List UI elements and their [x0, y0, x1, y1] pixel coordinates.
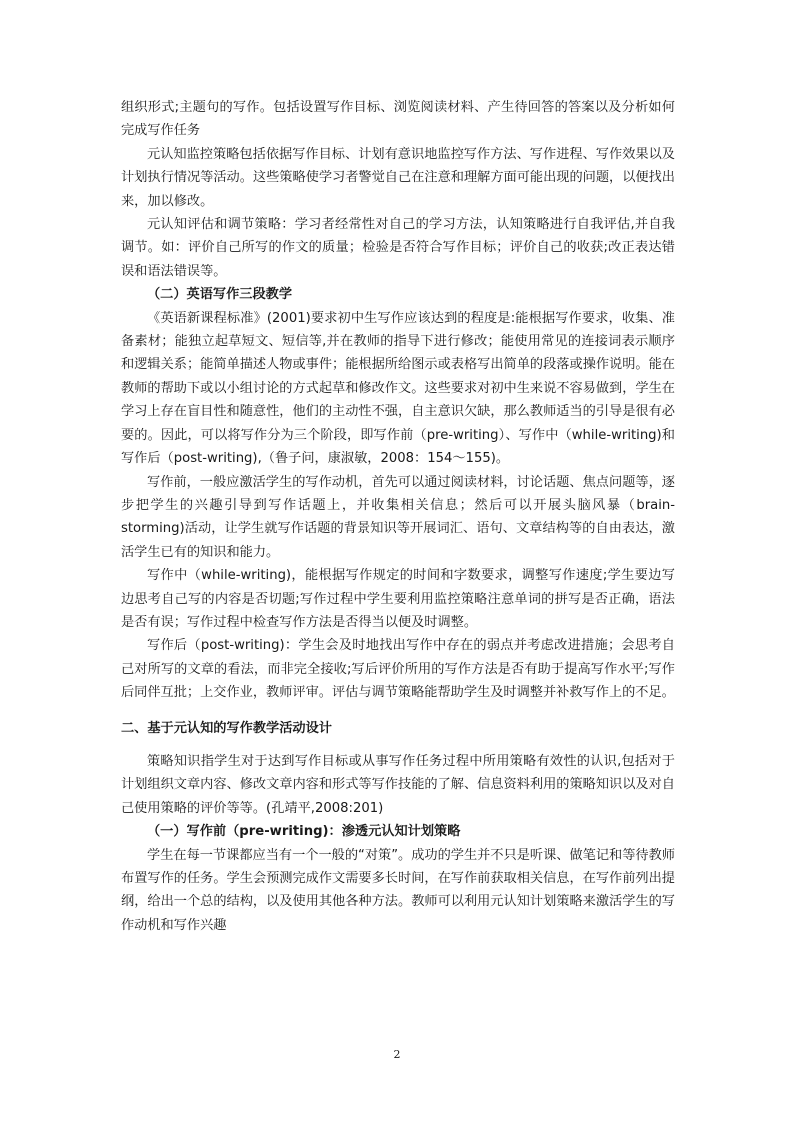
paragraph-strategy-knowledge: 策略知识指学生对于达到写作目标或从事写作任务过程中所用策略有效性的认识,包括对于计划组织文章内容、修改文章内容和形式等写作技能的了解、信息资料利用的策略知识以及对自己使用策略的评价等等。(孔靖平,2008:201): [121, 753, 675, 816]
paragraph-evaluation-strategy: 元认知评估和调节策略：学习者经常性对自己的学习方法，认知策略进行自我评估,并自我调节。如：评价自己所写的作文的质量；检验是否符合写作目标；评价自己的收获;改正表达错误和语法错误等。: [121, 217, 675, 279]
page-number: 2: [393, 1048, 401, 1061]
paragraph-post-writing: 写作后（post-writing)：学生会及时地找出写作中存在的弱点并考虑改进措施；会思考自己对所写的文章的看法，而非完全接收;写后评价所用的写作方法是否有助于提高写作水平;写作后同伴互批；上交作业，教师评审。评估与调节策略能帮助学生及时调整并补救写作上的不足。: [121, 638, 675, 701]
paragraph-pre-writing: 写作前，一般应激活学生的写作动机，首先可以通过阅读材料，讨论话题、焦点问题等，逐步把学生的兴趣引导到写作话题上，并收集相关信息；然后可以开展头脑风暴（brain-storming)活动，让学生就写作话题的背景知识等开展词汇、语句、文章结构等的自由表达，激活学生已有的知识和能力。: [121, 474, 675, 560]
paragraph-organization-continuation: 组织形式;主题句的写作。包括设置写作目标、浏览阅读材料、产生待回答的答案以及分析如何完成写作任务: [121, 100, 675, 139]
paragraph-student-strategy: 学生在每一节课都应当有一个一般的“对策”。成功的学生并不只是听课、做笔记和等待教师布置写作的任务。学生会预测完成作文需要多长时间，在写作前获取相关信息，在写作前列出提纲，给出一个总的结构，以及使用其他各种方法。教师可以利用元认知计划策略来激活学生的写作动机和写作兴趣: [121, 847, 675, 933]
subheading-pre-writing-planning: （一）写作前（pre-writing)：渗透元认知计划策略: [147, 824, 461, 840]
document-body: [121, 96, 675, 937]
section-heading-activity-design: 二、基于元认知的写作教学活动设计: [121, 720, 332, 736]
subheading-three-stage-teaching: （二）英语写作三段教学: [147, 287, 293, 303]
paragraph-curriculum-standard: 《英语新课程标准》(2001)要求初中生写作应该达到的程度是:能根据写作要求，收集、准备素材；能独立起草短文、短信等,并在教师的指导下进行修改；能使用常见的连接词表示顺序和逻辑关系；能简单描述人物或事件；能根据所给图示或表格写出简单的段落或操作说明。能在教师的帮助下或以小组讨论的方式起草和修改作文。这些要求对初中生来说不容易做到，学生在学习上存在盲目性和随意性，他们的主动性不强，自主意识欠缺，那么教师适当的引导是很有必要的。因此，可以将写作分为三个阶段，即写作前（pre-writing）、写作中（while-writing)和写作后（post-writing),（鲁子问，康淑敏，2008：154～155)。: [121, 310, 675, 467]
paragraph-monitoring-strategy: 元认知监控策略包括依据写作目标、计划有意识地监控写作方法、写作进程、写作效果以及计划执行情况等活动。这些策略使学习者警觉自己在注意和理解方面可能出现的问题，以便找出来，加以修改。: [121, 146, 675, 209]
paragraph-while-writing: 写作中（while-writing)，能根据写作规定的时间和字数要求，调整写作速度;学生要边写边思考自己写的内容是否切题;写作过程中学生要利用监控策略注意单词的拼写是否正确，语法是否有误；写作过程中检查写作方法是否得当以便及时调整。: [121, 568, 675, 630]
